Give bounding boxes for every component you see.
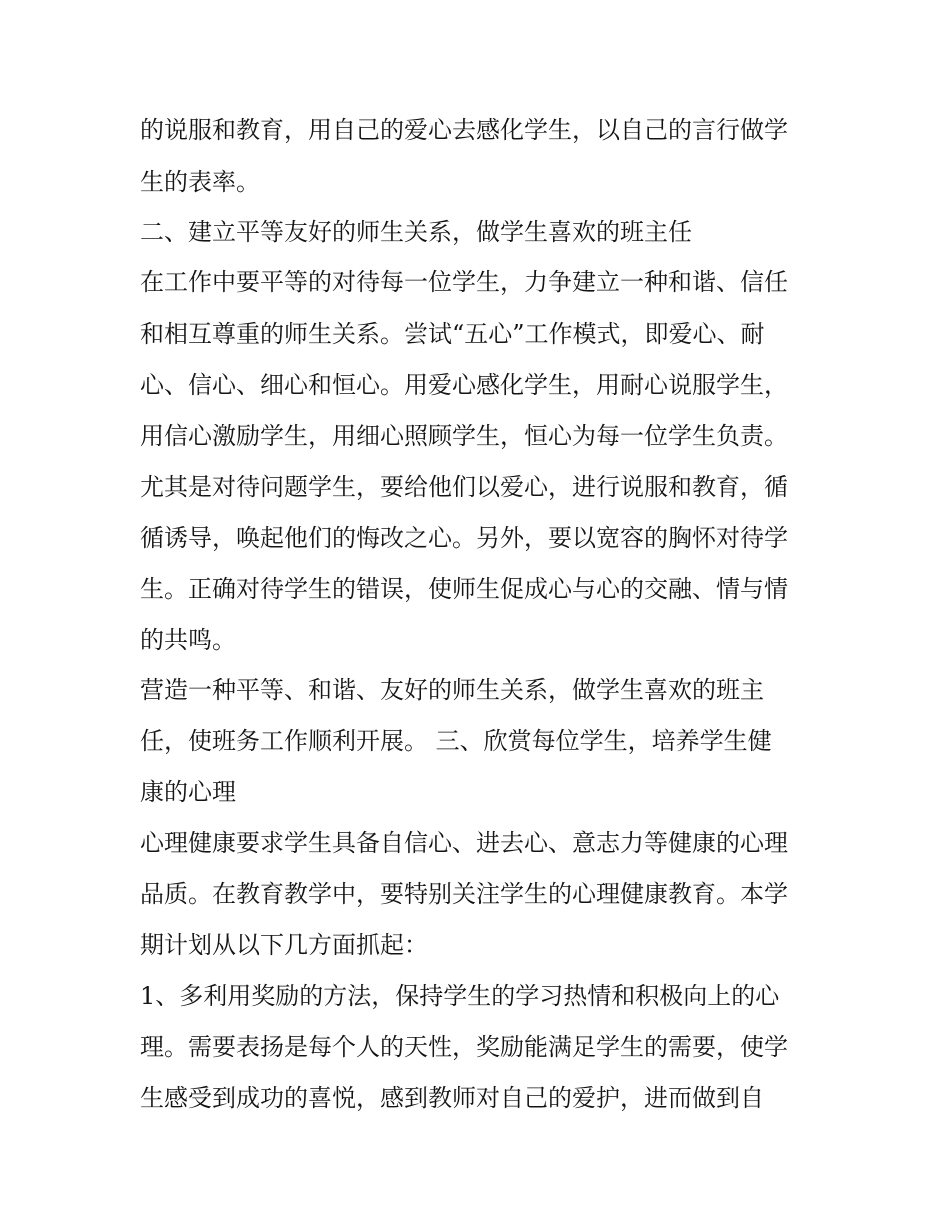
text-line: 心理健康要求学生具备自信心、进去心、意志力等健康的心理 (140, 829, 788, 857)
text-line: 康的心理 (140, 778, 236, 806)
text-line: 在工作中要平等的对待每一位学生，力争建立一种和谐、信任 (140, 268, 788, 296)
text-line: 期计划从以下几方面抓起： (140, 931, 428, 959)
section-heading: 二、建立平等友好的师生关系，做学生喜欢的班主任 (140, 218, 692, 246)
text-line: 的说服和教育，用自己的爱心去感化学生，以自己的言行做学 (140, 116, 788, 144)
text-line: 营造一种平等、和谐、友好的师生关系，做学生喜欢的班主 (140, 676, 764, 704)
text-line: 1、多利用奖励的方法，保持学生的学习热情和积极向上的心 (140, 982, 780, 1010)
text-line: 理。需要表扬是每个人的天性，奖励能满足学生的需要，使学 (140, 1033, 788, 1061)
text-line: 生感受到成功的喜悦，感到教师对自己的爱护，进而做到自 (140, 1084, 764, 1112)
text-line: 循诱导，唤起他们的悔改之心。另外，要以宽容的胸怀对待学 (140, 524, 788, 552)
text-line: 品质。在教育教学中，要特别关注学生的心理健康教育。本学 (140, 880, 788, 908)
text-line: 任，使班务工作顺利开展。 三、欣赏每位学生，培养学生健 (140, 727, 772, 755)
text-line: 用信心激励学生，用细心照顾学生，恒心为每一位学生负责。 (140, 422, 788, 450)
text-line: 心、信心、细心和恒心。用爱心感化学生，用耐心说服学生， (140, 371, 788, 399)
text-line: 和相互尊重的师生关系。尝试“五心”工作模式，即爱心、耐 (140, 320, 765, 348)
text-line: 生。正确对待学生的错误，使师生促成心与心的交融、情与情 (140, 575, 788, 603)
text-line: 尤其是对待问题学生，要给他们以爱心，进行说服和教育，循 (140, 473, 788, 501)
text-line: 的共鸣。 (140, 626, 236, 654)
text-line: 生的表率。 (140, 168, 260, 196)
